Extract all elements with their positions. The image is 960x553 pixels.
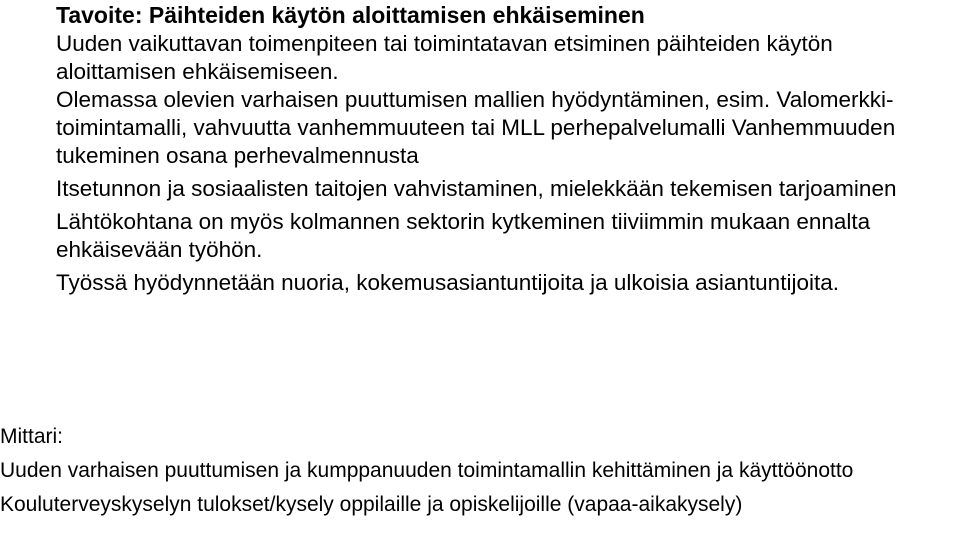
goal-paragraph-4: Lähtökohtana on myös kolmannen sektorin kytkeminen tiiviimmin mukaan ennalta ehkäisevään työhön.	[56, 209, 871, 262]
goal-paragraph-2: Olemassa olevien varhaisen puuttumisen mallien hyödyntäminen, esim. Valomerkki-toimintamalli, vahvuutta vanhemmuuteen tai MLL perhepalvelumalli Vanhemmuuden tukeminen osana perhevalmennusta	[56, 87, 896, 168]
meter-title: Mittari:	[0, 425, 63, 448]
goal-section	[56, 0, 956, 297]
goal-paragraph-5: Työssä hyödynnetään nuoria, kokemusasiantuntijoita ja ulkoisia asiantuntijoita.	[56, 270, 839, 295]
goal-paragraph-1: Uuden vaikuttavan toimenpiteen tai toimintatavan etsiminen päihteiden käytön aloittamisen ehkäisemiseen.	[56, 31, 833, 84]
goal-paragraph-3: Itsetunnon ja sosiaalisten taitojen vahvistaminen, mielekkään tekemisen tarjoaminen	[56, 176, 897, 201]
meter-item-2: Kouluterveyskyselyn tulokset/kysely oppilaille ja opiskelijoille (vapaa-aikakysely)	[0, 493, 743, 516]
meter-item-1: Uuden varhaisen puuttumisen ja kumppanuuden toimintamallin kehittäminen ja käyttöönotto	[0, 459, 854, 482]
goal-title: Tavoite: Päihteiden käytön aloittamisen ehkäiseminen	[56, 2, 645, 28]
meter-section	[0, 423, 958, 518]
